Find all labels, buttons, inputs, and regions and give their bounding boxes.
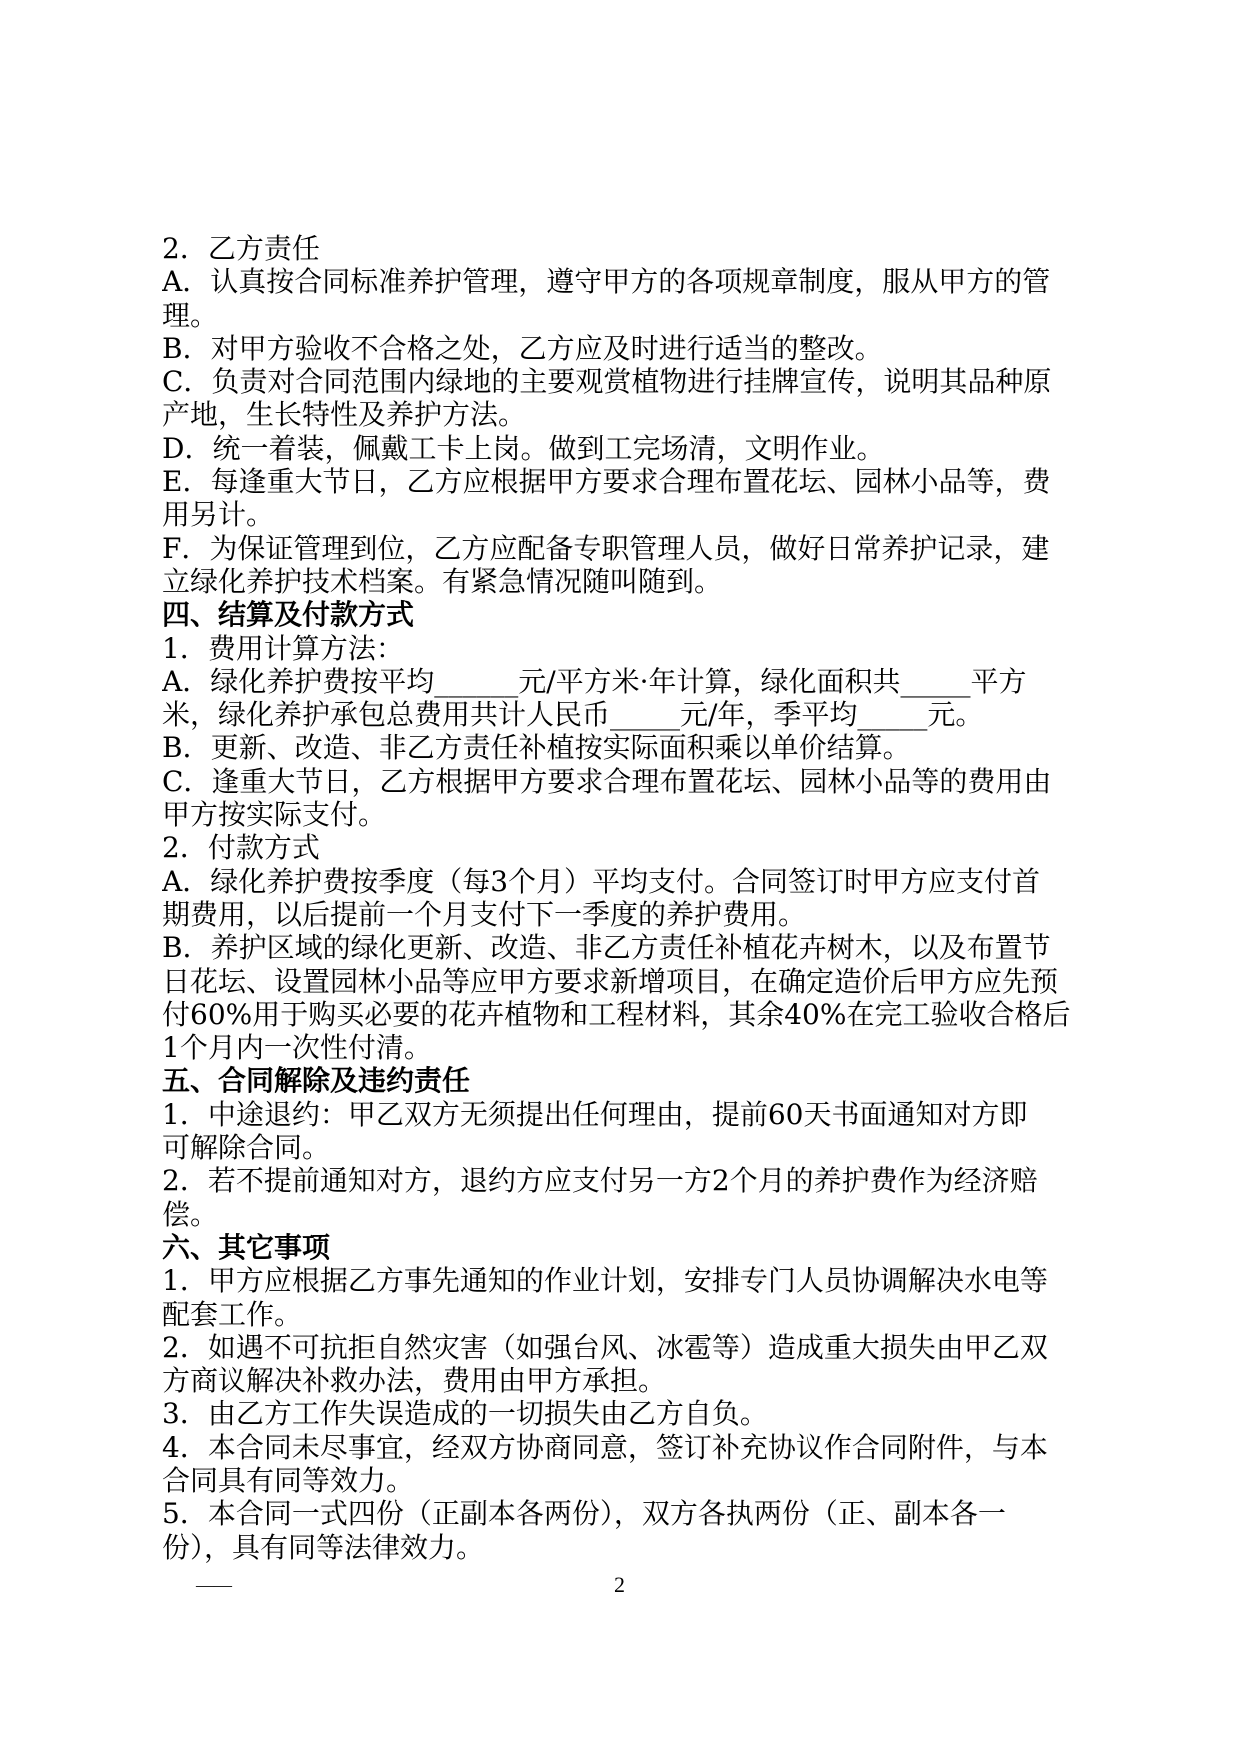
text-line: A．绿化养护费按季度（每3个月）平均支付。合同签订时甲方应支付首: [162, 864, 1041, 898]
text-line: 5．本合同一式四份（正副本各两份），双方各执两份（正、副本各一: [162, 1497, 1006, 1531]
text-line: C．逢重大节日，乙方根据甲方要求合理布置花坛、园林小品等的费用由: [162, 764, 1052, 798]
text-line: 理。: [162, 298, 219, 332]
page-number: 2: [614, 1572, 625, 1597]
text-line: 配套工作。: [162, 1297, 303, 1331]
text-line: 方商议解决补救办法，费用由甲方承担。: [162, 1364, 667, 1398]
text-line: 4．本合同未尽事宜，经双方协商同意，签订补充协议作合同附件，与本: [162, 1430, 1048, 1464]
section-heading: 五、合同解除及违约责任: [162, 1064, 471, 1098]
text-line: 用另计。: [162, 498, 275, 532]
text-line: 付60%用于购买必要的花卉植物和工程材料，其余40%在完工验收合格后: [162, 997, 1071, 1031]
text-line: 日花坛、设置园林小品等应甲方要求新增项目，在确定造价后甲方应先预: [162, 964, 1059, 998]
text-line: C．负责对合同范围内绿地的主要观赏植物进行挂牌宣传，说明其品种原: [162, 365, 1052, 399]
text-line: 份），具有同等法律效力。: [162, 1530, 485, 1564]
text-line: 1．费用计算方法：: [162, 631, 404, 665]
text-line: 期费用，以后提前一个月支付下一季度的养护费用。: [162, 897, 807, 931]
text-line: 1个月内一次性付清。: [162, 1031, 432, 1065]
text-line: 米，绿化养护承包总费用共计人民币_____元/年，季平均_____元。: [162, 698, 984, 732]
section-heading: 四、结算及付款方式: [162, 598, 415, 632]
text-line: A．认真按合同标准养护管理，遵守甲方的各项规章制度，服从甲方的管: [162, 265, 1051, 299]
text-line: B．对甲方验收不合格之处，乙方应及时进行适当的整改。: [162, 331, 883, 365]
text-line: 偿。: [162, 1197, 219, 1231]
text-line: D．统一着装，佩戴工卡上岗。做到工完场清，文明作业。: [162, 431, 885, 465]
text-line: E．每逢重大节日，乙方应根据甲方要求合理布置花坛、园林小品等，费: [162, 465, 1051, 499]
text-line: 立绿化养护技术档案。有紧急情况随叫随到。: [162, 564, 723, 598]
text-line: B．更新、改造、非乙方责任补植按实际面积乘以单价结算。: [162, 731, 911, 765]
text-line: 合同具有同等效力。: [162, 1463, 415, 1497]
footer-dash: ——: [196, 1575, 232, 1595]
text-line: 2．如遇不可抗拒自然灾害（如强台风、冰雹等）造成重大损失由甲乙双: [162, 1330, 1048, 1364]
text-line: 甲方按实际支付。: [162, 798, 387, 832]
text-line: 可解除合同。: [162, 1131, 331, 1165]
text-line: B．养护区域的绿化更新、改造、非乙方责任补植花卉树木，以及布置节: [162, 931, 1051, 965]
text-line: A．绿化养护费按平均______元/平方米·年计算，绿化面积共_____平方: [162, 664, 1027, 698]
text-line: F．为保证管理到位，乙方应配备专职管理人员，做好日常养护记录，建: [162, 531, 1050, 565]
document-body: [162, 232, 1078, 1564]
text-line: 3．由乙方工作失误造成的一切损失由乙方自负。: [162, 1397, 768, 1431]
text-line: 2．付款方式: [162, 831, 320, 865]
text-line: 2．若不提前通知对方，退约方应支付另一方2个月的养护费作为经济赔: [162, 1164, 1038, 1198]
section-heading: 六、其它事项: [162, 1230, 331, 1264]
text-line: 2．乙方责任: [162, 232, 320, 265]
text-line: 产地，生长特性及养护方法。: [162, 398, 527, 432]
text-line: 1．甲方应根据乙方事先通知的作业计划，安排专门人员协调解决水电等: [162, 1264, 1048, 1298]
text-line: 1．中途退约：甲乙双方无须提出任何理由，提前60天书面通知对方即: [162, 1097, 1028, 1131]
